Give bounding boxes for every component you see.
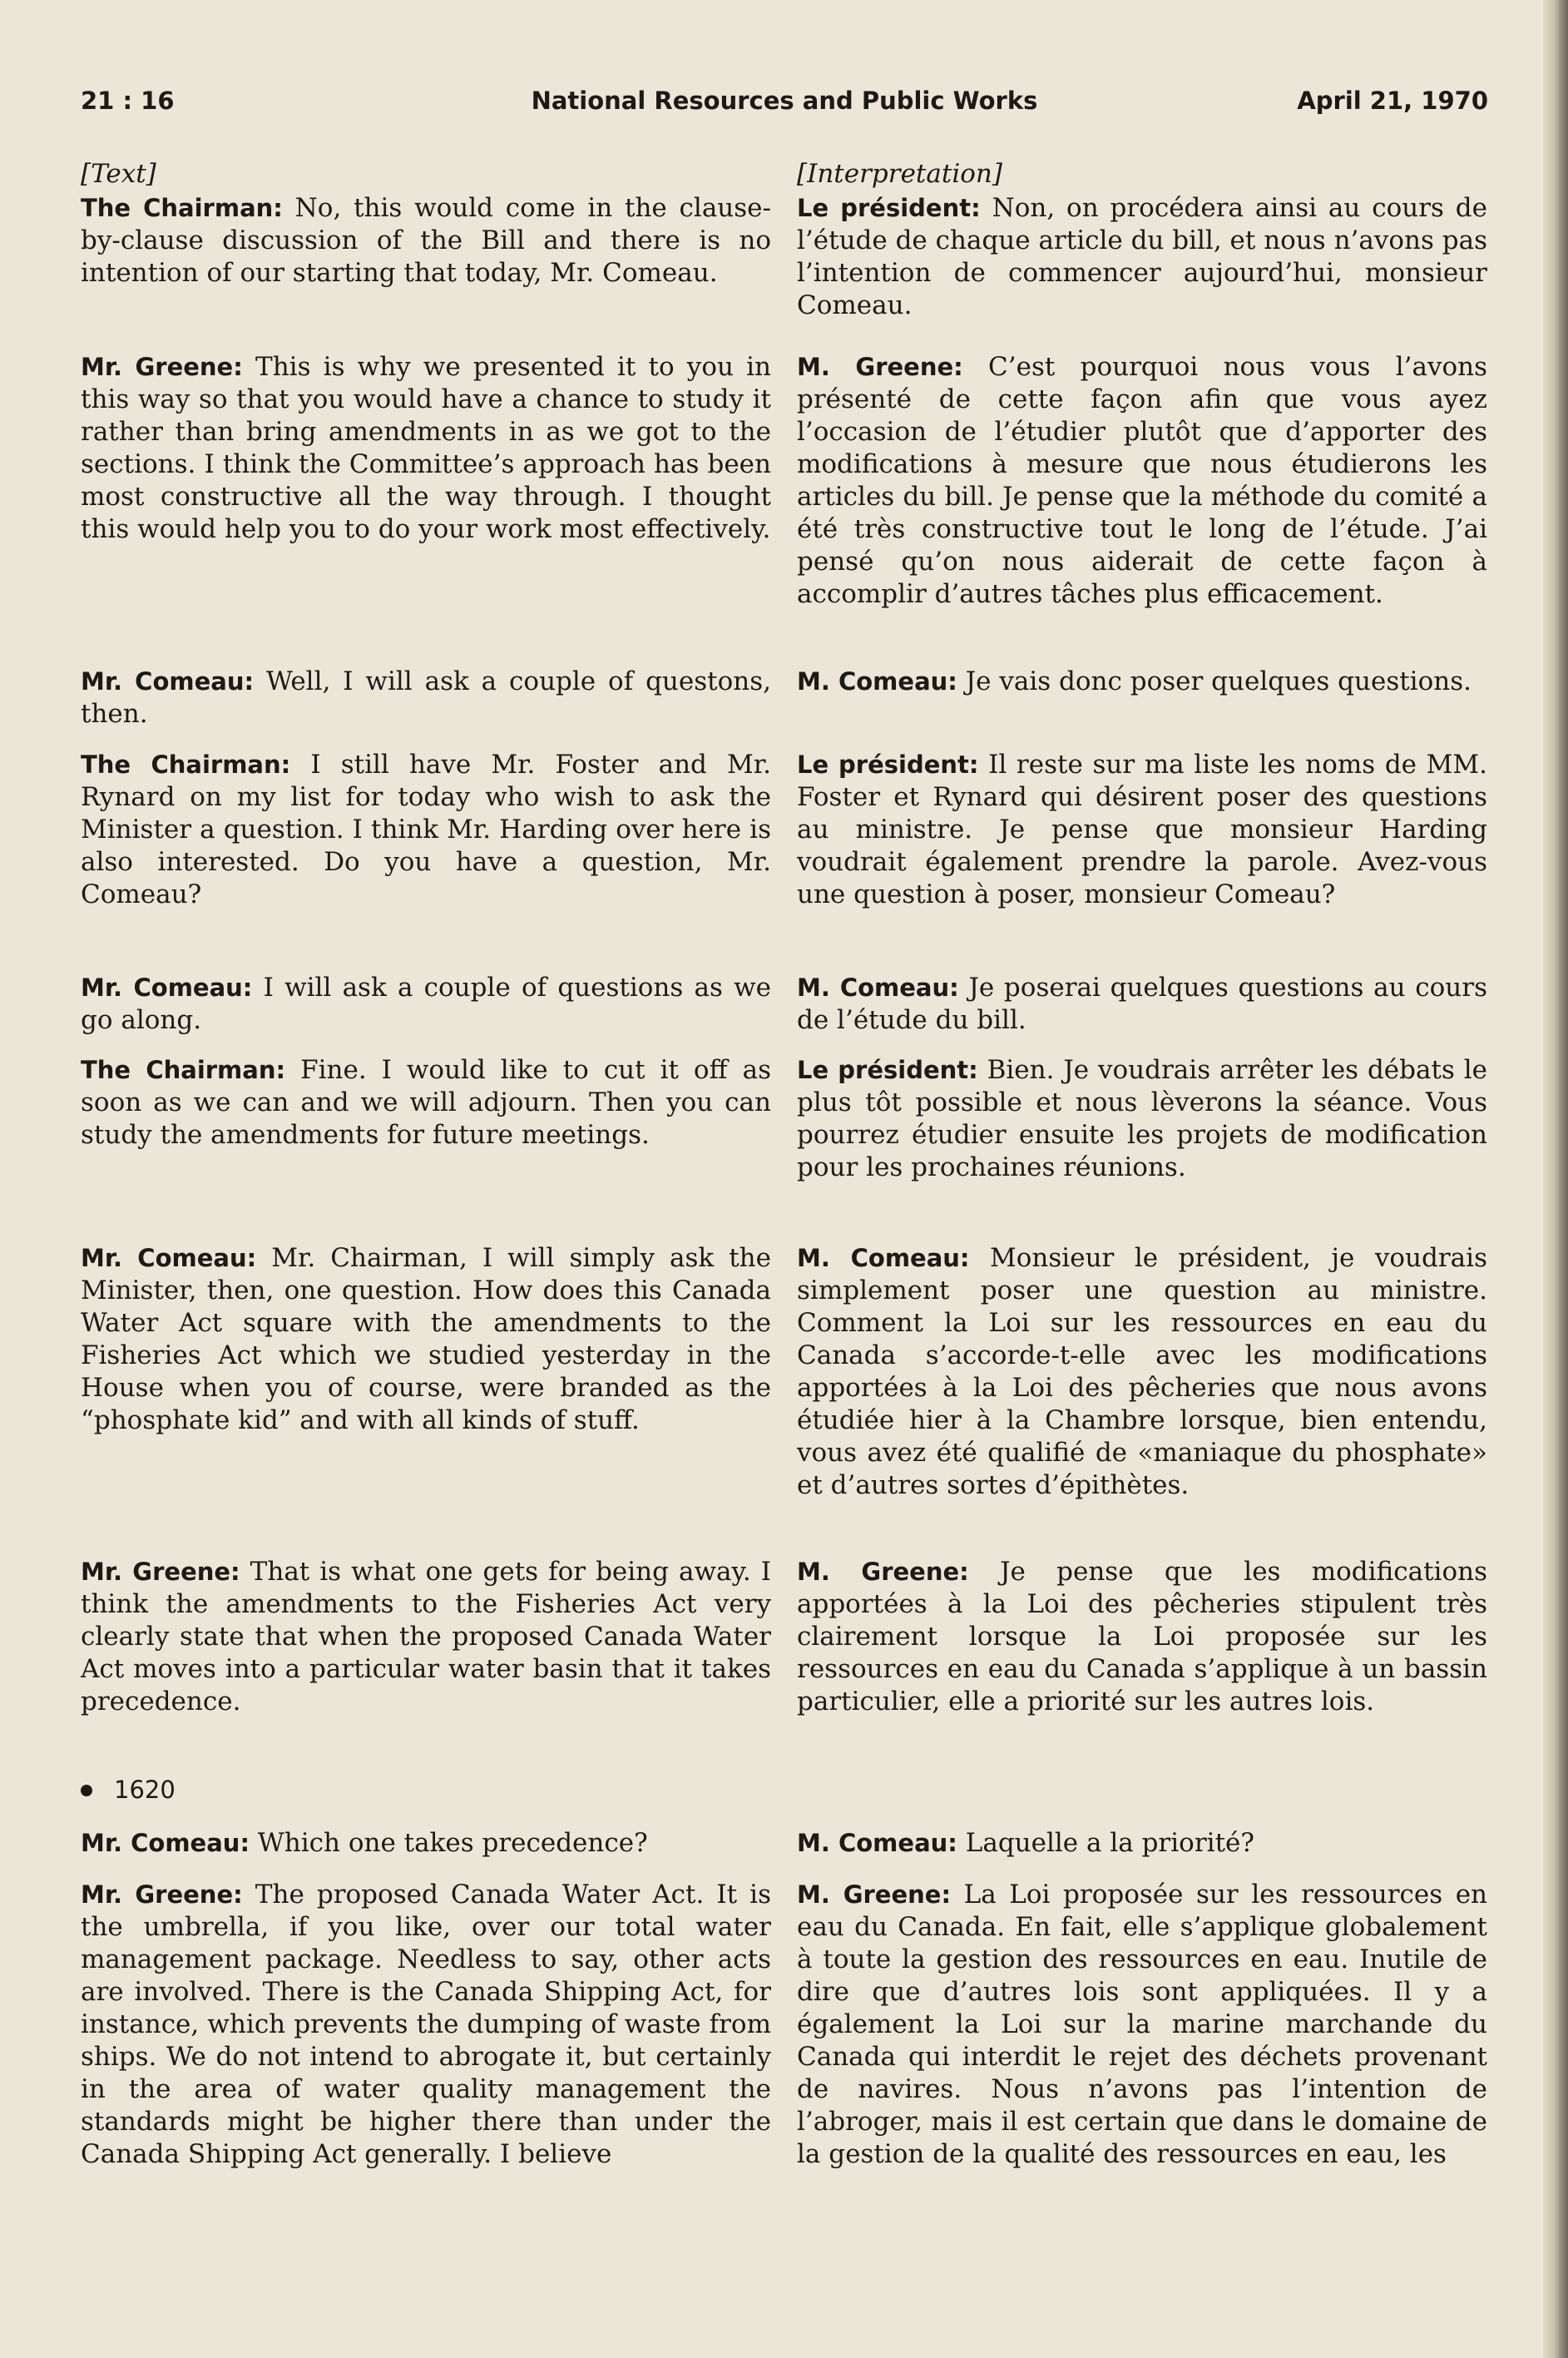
transcript-paragraph [81, 1879, 771, 2171]
speaker: The Chairman: [81, 1056, 286, 1084]
utterance: Laquelle a la priorité? [965, 1828, 1254, 1858]
text-tag: [Text] [81, 159, 156, 189]
utterance: I still have Mr. Foster and Mr. Rynard on my list for today who wish to ask the Minister a question. I think Mr. Harding over here is also interested. Do you have a question, Mr. Comeau? [81, 750, 772, 909]
page-binding-edge [1543, 0, 1568, 2358]
utterance: Which one takes precedence? [257, 1828, 648, 1858]
transcript-paragraph [797, 972, 1487, 1037]
speaker: Mr. Comeau: [81, 1829, 250, 1857]
speaker: Le président: [797, 750, 979, 779]
speaker: M. Greene: [797, 1880, 952, 1909]
transcript-paragraph [797, 351, 1487, 611]
transcript-paragraph [797, 1556, 1487, 1718]
utterance: Monsieur le président, je voudrais simplement poser une question au ministre. Comment la Loi sur les ressources en eau du Canada s’accorde-t-elle avec les modifications apportées à la Loi des pêcheries que nous avons étudiée hier à la Chambre lorsque, bien entendu, vous avez été qualifié de «maniaque du phosphate» et d’autres sortes d’épithètes. [797, 1243, 1487, 1500]
transcript-paragraph [797, 1879, 1487, 2171]
utterance: The proposed Canada Water Act. It is the umbrella, if you like, over our total water management package. Needless to say, other acts are involved. There is the Canada Shipping Act, for instance, which prevents the dumping of waste from ships. We do not intend to abrogate it, but certainly in the area of water quality management the standards might be higher there than under the Canada Shipping Act generally. I believe [81, 1880, 771, 2169]
bullet-icon [81, 1785, 92, 1796]
time-marker-value: 1620 [114, 1776, 176, 1804]
transcript-paragraph [81, 749, 771, 911]
speaker: Mr. Comeau: [81, 973, 253, 1002]
speaker: Le président: [797, 1056, 978, 1084]
page-number: 21 : 16 [81, 87, 175, 115]
utterance: Je poserai quelques questions au cours de l’étude du bill. [797, 973, 1487, 1035]
speaker: M. Greene: [797, 1558, 969, 1586]
transcript-paragraph [81, 1054, 771, 1152]
speaker: Mr. Greene: [81, 1880, 243, 1909]
publication-title: National Resources and Public Works [531, 87, 1038, 115]
speaker: The Chairman: [81, 750, 291, 779]
speaker: M. Comeau: [797, 973, 959, 1002]
transcript-paragraph [81, 666, 771, 731]
transcript-paragraph [81, 1827, 771, 1860]
speaker: Le président: [797, 194, 981, 222]
speaker: M. Greene: [797, 353, 963, 381]
utterance: This is why we presented it to you in this way so that you would have a chance to study it rather than bring amendments in as we got to the sections. I think the Committee’s approach has been most constructive all the way through. I thought this would help you to do your work most effectively. [81, 352, 772, 544]
transcript-paragraph [81, 1556, 771, 1718]
transcript-paragraph [797, 1827, 1487, 1860]
utterance: Il reste sur ma liste les noms de MM. Foster et Rynard qui désirent poser des questions au ministre. Je pense que monsieur Harding voudrait également prendre la parole. Avez-vous une question à poser, monsieur Comeau? [797, 750, 1487, 909]
speaker: M. Comeau: [797, 1244, 970, 1272]
transcript-paragraph [81, 192, 771, 290]
utterance: That is what one gets for being away. I think the amendments to the Fisheries Act very clearly state that when the proposed Canada Water Act moves into a particular water basin that it takes precedence. [81, 1557, 771, 1716]
speaker: The Chairman: [81, 194, 283, 222]
utterance: Je pense que les modifications apportées à la Loi des pêcheries stipulent très clairement lorsque la Loi proposée sur les ressources en eau du Canada s’applique à un bassin particulier, elle a priorité sur les autres lois. [797, 1557, 1487, 1716]
speaker: Mr. Greene: [81, 1558, 240, 1586]
speaker: Mr. Greene: [81, 353, 243, 381]
utterance: Mr. Chairman, I will simply ask the Minister, then, one question. How does this Canada Water Act square with the amendments to the Fisheries Act which we studied yesterday in the House when you of course, were branded as the “phosphate kid” and with all kinds of stuff. [81, 1243, 771, 1435]
transcript-paragraph [81, 972, 771, 1037]
speaker: Mr. Comeau: [81, 1244, 257, 1272]
publication-date: April 21, 1970 [1297, 87, 1488, 115]
transcript-paragraph [81, 1242, 771, 1437]
page-header [81, 87, 1488, 128]
time-marker [81, 1774, 771, 1806]
utterance: C’est pourquoi nous vous l’avons présenté de cette façon afin que vous ayez l’occasion de l’étudier plutôt que d’apporter des modifications à mesure que nous étudierons les articles du bill. Je pense que la méthode du comité a été très constructive tout le long de l’étude. J’ai pensé qu’on nous aiderait de cette façon à accomplir d’autres tâches plus efficacement. [797, 352, 1487, 609]
utterance: Well, I will ask a couple of questons, then. [81, 666, 771, 729]
utterance: Non, on procédera ainsi au cours de l’étude de chaque article du bill, et nous n’avons pas l’intention de commencer aujourd’hui, monsieur Comeau. [797, 193, 1488, 320]
utterance: Fine. I would like to cut it off as soon as we can and we will adjourn. Then you can study the amendments for future meetings. [81, 1055, 771, 1150]
utterance: Je vais donc poser quelques questions. [965, 666, 1472, 696]
utterance: I will ask a couple of questions as we go along. [81, 973, 771, 1035]
transcript-paragraph [81, 351, 771, 546]
utterance: No, this would come in the clause-by-clause discussion of the Bill and there is no intention of our starting that today, Mr. Comeau. [81, 193, 771, 288]
transcript-paragraph [797, 192, 1487, 322]
speaker: Mr. Comeau: [81, 667, 255, 696]
speaker: M. Comeau: [797, 667, 957, 696]
transcript-paragraph [797, 1242, 1487, 1502]
transcript-paragraph [797, 666, 1487, 698]
speaker: M. Comeau: [797, 1829, 957, 1857]
utterance: La Loi proposée sur les ressources en eau du Canada. En fait, elle s’applique globalement à toute la gestion des ressources en eau. Inutile de dire que d’autres lois sont appliquées. Il y a également la Loi sur la marine marchande du Canada qui interdit le rejet des déchets provenant de navires. Nous n’avons pas l’intention de l’abroger, mais il est certain que dans le domaine de la gestion de la qualité des ressources en eau, les [797, 1880, 1488, 2169]
transcript-paragraph [797, 1054, 1487, 1184]
interpretation-tag: [Interpretation] [797, 159, 1002, 189]
utterance: Bien. Je voudrais arrêter les débats le plus tôt possible et nous lèverons la séance. Vous pourrez étudier ensuite les projets de modification pour les prochaines réunions. [797, 1055, 1487, 1182]
transcript-paragraph [797, 749, 1487, 911]
